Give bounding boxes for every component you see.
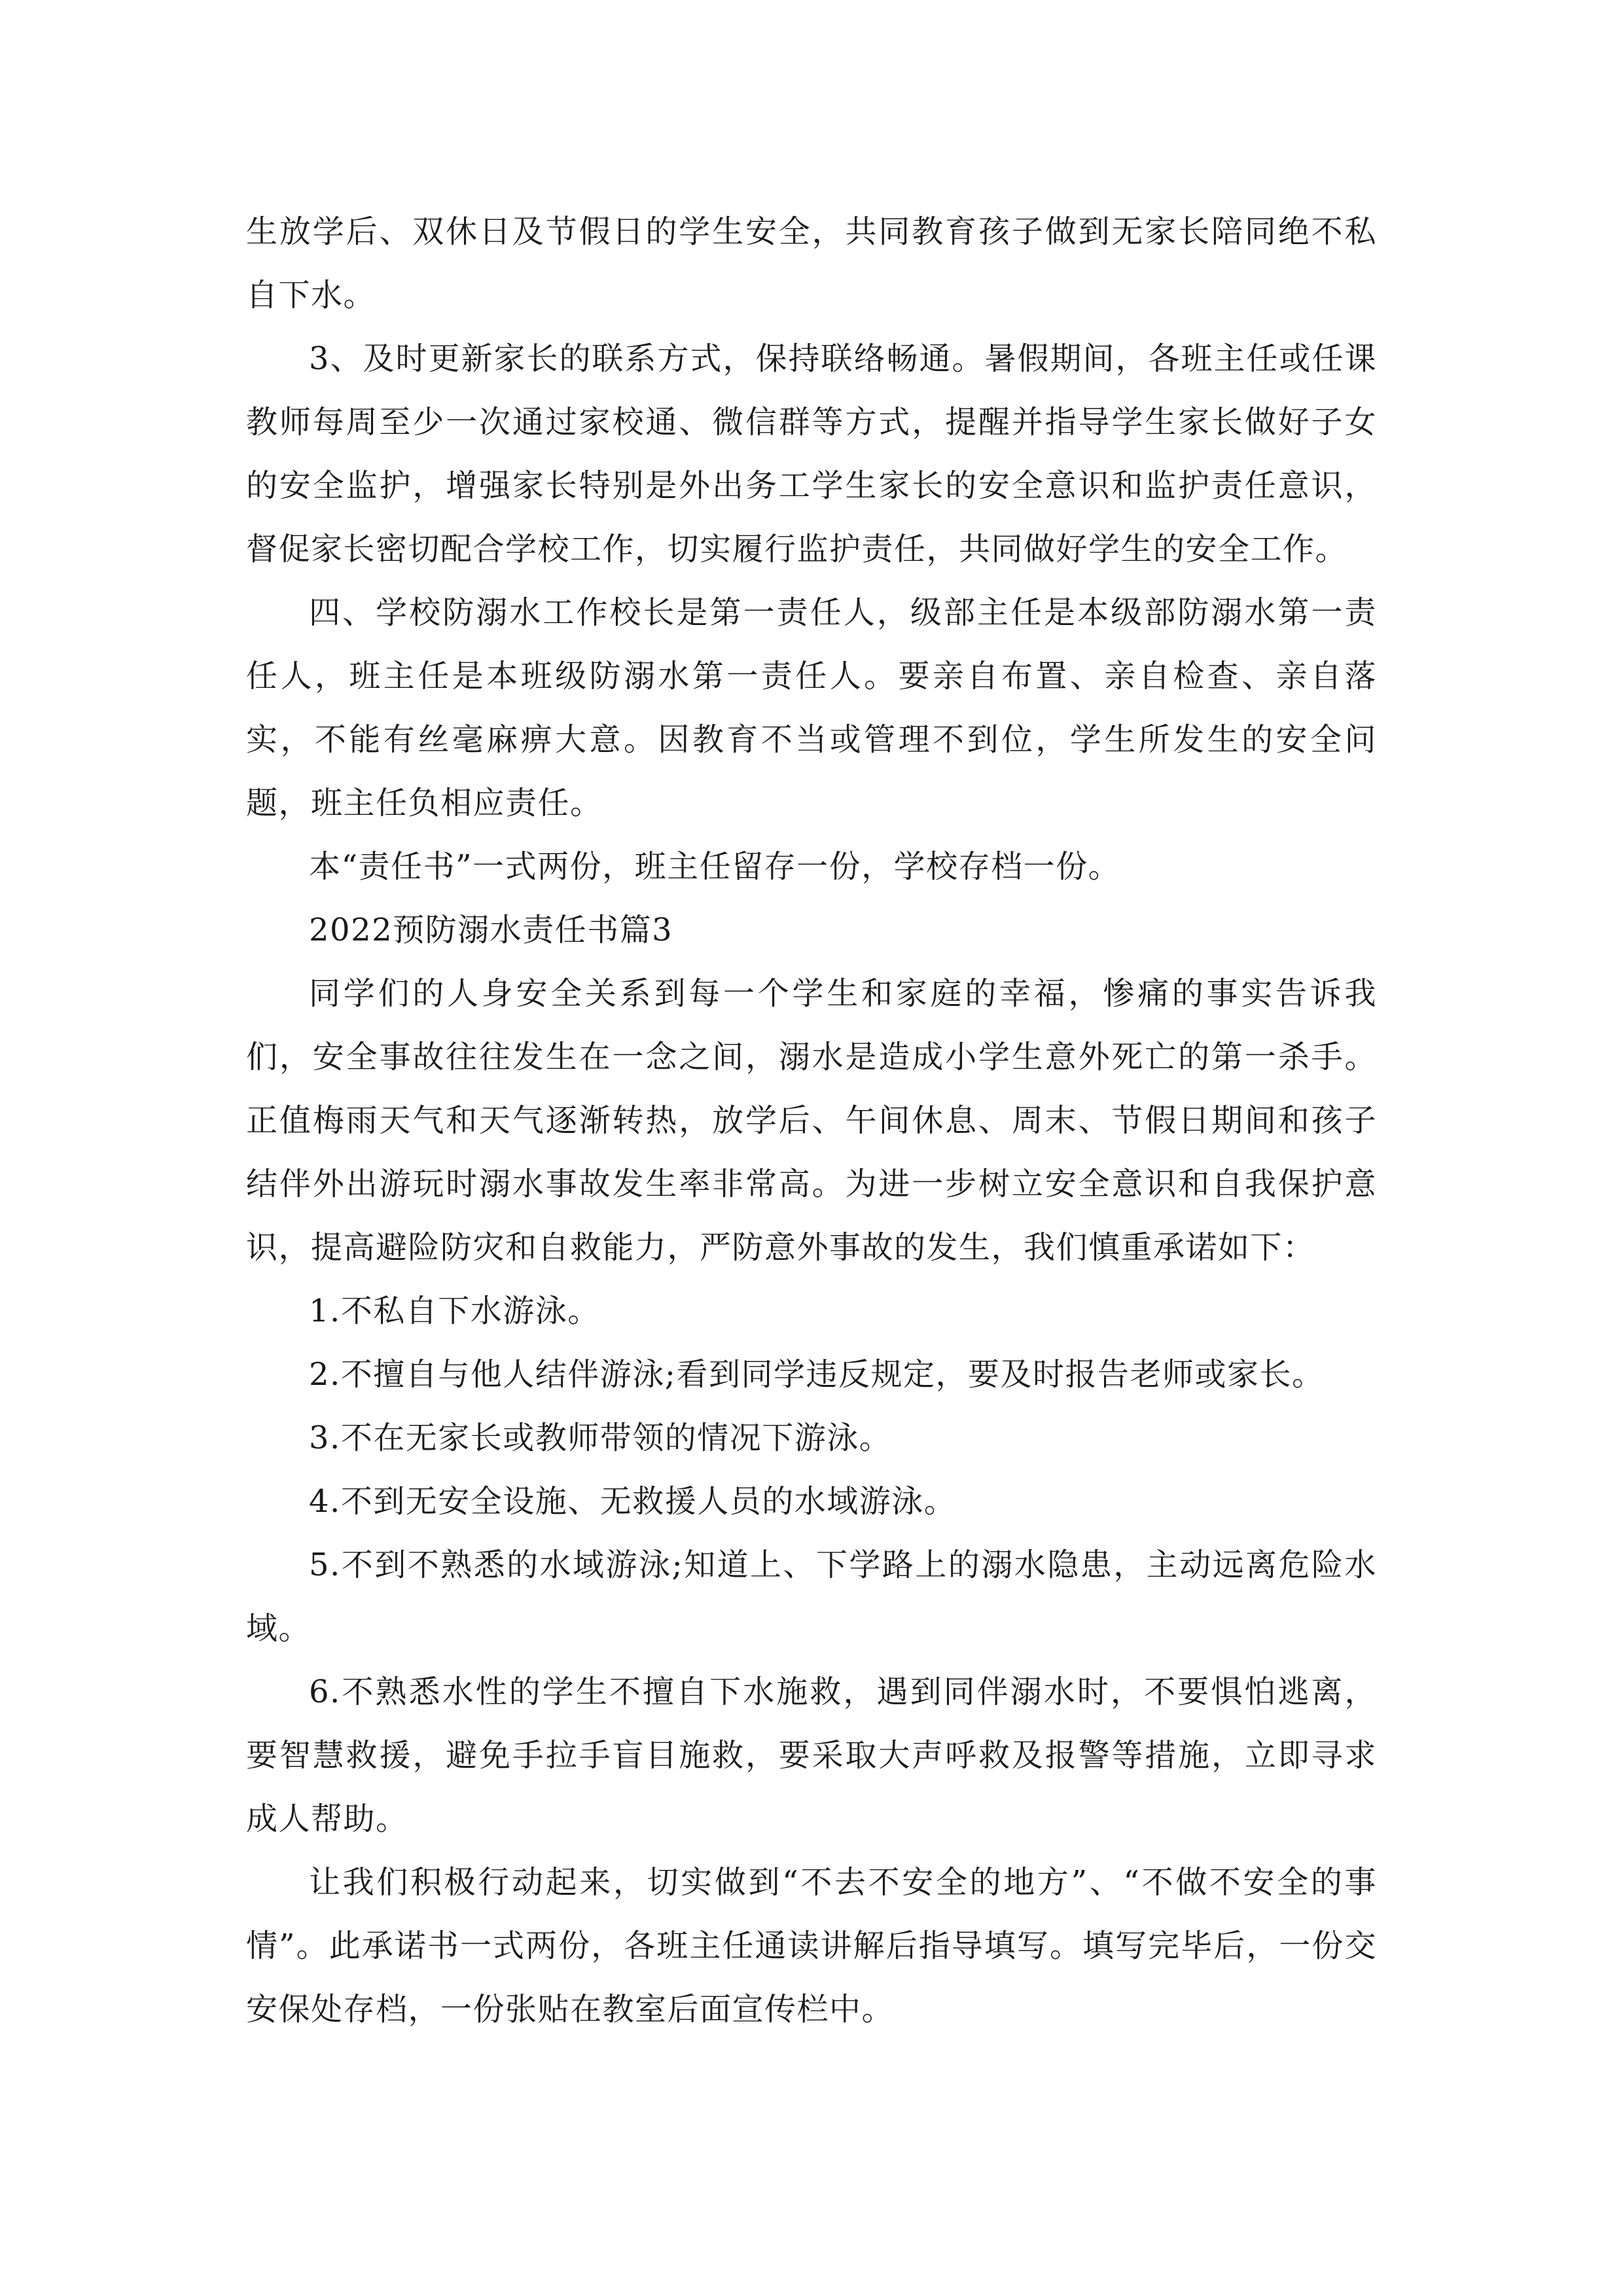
list-item-1: 1.不私自下水游泳。 bbox=[309, 1293, 600, 1329]
list-item-6: 6.不熟悉水性的学生不擅自下水施救，遇到同伴溺水时，不要惧怕逃离，要智慧救援，避免手拉手盲目施救，要采取大声呼救及报警等措施，立即寻求成人帮助。 bbox=[246, 1674, 1377, 1837]
paragraph-closing: 让我们积极行动起来，切实做到“不去不安全的地方”、“不做不安全的事情”。此承诺书一式两份，各班主任通读讲解后指导填写。填写完毕后，一份交安保处存档，一份张贴在教室后面宣传栏中。 bbox=[246, 1864, 1377, 2028]
paragraph-item-3: 3、及时更新家长的联系方式，保持联络畅通。暑假期间，各班主任或任课教师每周至少一次通过家校通、微信群等方式，提醒并指导学生家长做好子女的安全监护，增强家长特别是外出务工学生家长的安全意识和监护责任意识，督促家长密切配合学校工作，切实履行监护责任，共同做好学生的安全工作。 bbox=[246, 340, 1377, 567]
paragraph-section-4: 四、学校防溺水工作校长是第一责任人，级部主任是本级部防溺水第一责任人，班主任是本班级防溺水第一责任人。要亲自布置、亲自检查、亲自落实，不能有丝毫麻痹大意。因教育不当或管理不到位，学生所发生的安全问题，班主任负相应责任。 bbox=[246, 594, 1377, 821]
list-item-2: 2.不擅自与他人结伴游泳;看到同学违反规定，要及时报告老师或家长。 bbox=[309, 1356, 1325, 1393]
document-body bbox=[246, 200, 1377, 2041]
paragraph-intro: 同学们的人身安全关系到每一个学生和家庭的幸福，惨痛的事实告诉我们，安全事故往往发生在一念之间，溺水是造成小学生意外死亡的第一杀手。正值梅雨天气和天气逐渐转热，放学后、午间休息、周末、节假日期间和孩子结伴外出游玩时溺水事故发生率非常高。为进一步树立安全意识和自我保护意识，提高避险防灾和自救能力，严防意外事故的发生，我们慎重承诺如下： bbox=[246, 975, 1377, 1266]
list-item-4: 4.不到无安全设施、无救援人员的水域游泳。 bbox=[309, 1483, 957, 1520]
list-item-3: 3.不在无家长或教师带领的情况下游泳。 bbox=[309, 1420, 892, 1456]
list-item-5: 5.不到不熟悉的水域游泳;知道上、下学路上的溺水隐患，主动远离危险水域。 bbox=[246, 1547, 1377, 1647]
section-title: 2022预防溺水责任书篇3 bbox=[309, 912, 673, 948]
paragraph-continued: 生放学后、双休日及节假日的学生安全，共同教育孩子做到无家长陪同绝不私自下水。 bbox=[246, 213, 1377, 314]
paragraph-copies-note: 本“责任书”一式两份，班主任留存一份，学校存档一份。 bbox=[309, 848, 1121, 885]
